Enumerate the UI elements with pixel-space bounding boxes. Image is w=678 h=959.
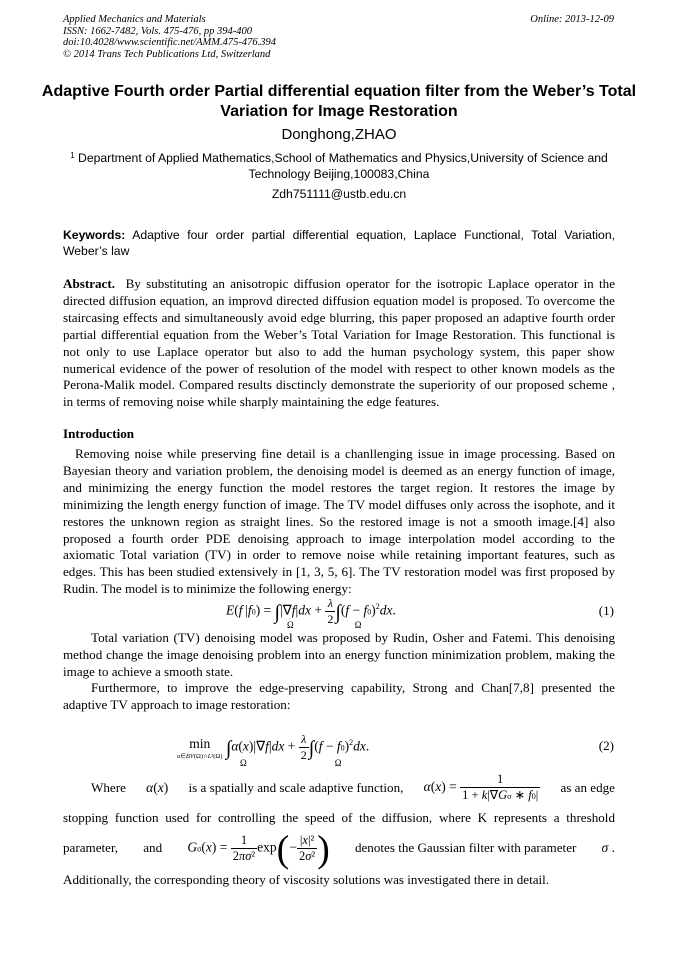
sigma-symbol: σ .	[601, 840, 615, 855]
stopping-line: stopping function used for controlling the speed of the diffusion, where K represents a threshold	[63, 810, 615, 825]
alpha-symbol: α(x)	[146, 780, 169, 795]
doi-line: doi:10.4028/www.scientific.net/AMM.475-476.394	[63, 37, 276, 49]
where-mid: is a spatially and scale adaptive function,	[188, 780, 404, 795]
omega-marks-1: Ω Ω	[287, 620, 362, 630]
affiliation-text: Department of Applied Mathematics,School of Mathematics and Physics,University of Science and Technology Beijing,100083,China	[78, 151, 608, 181]
abstract-label: Abstract.	[63, 276, 115, 291]
where-word: Where	[91, 780, 126, 795]
affiliation	[63, 150, 615, 182]
equation-1: E(f |f0) = ∫|∇f|dx + $\frac{\lambda}{2}$ $\int(f - f0)^2dx$.	[226, 596, 396, 626]
keywords-label: Keywords:	[63, 228, 126, 242]
author-email: Zdh751111@ustb.edu.cn	[271, 187, 407, 201]
omega-marks-2: Ω Ω	[240, 758, 342, 768]
abstract-text: By substituting an anisotropic diffusion operator for the isotropic Laplace operator in the directed diffusion equation, an improvd directed diffusion equation model is proposed. To overcome the staircasing effects and simultaneously avoid edge blurring, this paper proposed an adaptive fourth order partial differential equation from the Weber’s Total Variation for Image Restoration. This functional is not only to use Laplace operator but also to add the human psychology system, this paper show numerical evidence of the power of resolution of the model with respect to other known models as the Perona-Malik model. Compared results disctincly demonstrate the superiority of our proposed scheme , in terms of removing noise while sharply maintaining the edge features.	[63, 276, 616, 410]
where-line	[63, 768, 615, 808]
keywords	[63, 228, 615, 259]
parameter-line	[63, 822, 615, 874]
affiliation-mark: 1	[70, 151, 75, 160]
param-word: parameter,	[63, 840, 119, 855]
intro-paragraph-2: Total variation (TV) denoising model was proposed by Rudin, Osher and Fatemi. This denoising method change the image denoising problem into an energy function minimization problem, making the image to achieve a smooth state.	[63, 630, 615, 679]
abstract	[63, 276, 615, 411]
alpha-formula: α(x) = $\frac{1}{1 + k|\nabla G\sigma ∗ f0|}$	[423, 772, 539, 802]
intro-paragraph-1: Removing noise while preserving fine detail is a chanllenging issue in image processing. Based on Bayesian theory and variation problem, the denoising model is deemed as an energy function of image, and minimizing the energy function the model restores the target region. It restores the image by minimizing the length energy function of image. The TV model diffuses only across the isophote, and it restores the unknown region as straight lines. So the restored image is not a smooth image.[4] also proposed a fourth order PDE denoising approach to image interpolation model according to the axiomatic Total variation (TV) in order to remove noise while retaining important features, such as edges. This has been studied extensively in [1, 3, 5, 6]. The TV restoration model was first proposed by Rudin. The model is to minimize the following energy:	[63, 446, 615, 597]
paper-title: Adaptive Fourth order Partial differential equation filter from the Weber’s Total Variation for Image Restoration	[41, 83, 637, 120]
equation-1-number: (1)	[598, 603, 614, 618]
intro-paragraph-3: Furthermore, to improve the edge-preserving capability, Strong and Chan[7,8] presented the adaptive TV approach to image restoration:	[63, 680, 615, 712]
gaussian-formula: Gσ(x) = $\frac{1}{\text{2πσ²}}$ exp(− $\frac{\text{|x|²}}{\text{2σ²}}$ )	[187, 828, 330, 871]
last-line: Additionally, the corresponding theory of viscosity solutions was investigated there in detail.	[63, 872, 550, 887]
online-date: Online: 2013-12-09	[530, 14, 614, 25]
keywords-text: Adaptive four order partial differential equation, Laplace Functional, Total Variation, Weber’s law	[63, 228, 615, 258]
where-end: as an edge	[560, 780, 615, 795]
author-name: Donghong,ZHAO	[281, 126, 397, 143]
journal-name: Applied Mechanics and Materials	[63, 14, 206, 25]
equation-2-number: (2)	[598, 738, 614, 753]
journal-header	[63, 14, 276, 60]
copyright-line: © 2014 Trans Tech Publications Ltd, Switzerland	[63, 48, 271, 60]
equation-2: min u∈BV(Ω)∩L²(Ω) ∫α(x)|∇f|dx + $\frac{\lambda}{2}$ $\int(f - f0)^2dx$.	[177, 732, 370, 762]
gauss-text: denotes the Gaussian filter with parameter	[354, 840, 577, 855]
and-word: and	[143, 840, 163, 855]
issn-line: ISSN: 1662-7482, Vols. 475-476, pp 394-400	[63, 25, 252, 37]
section-title: Introduction	[63, 426, 135, 441]
